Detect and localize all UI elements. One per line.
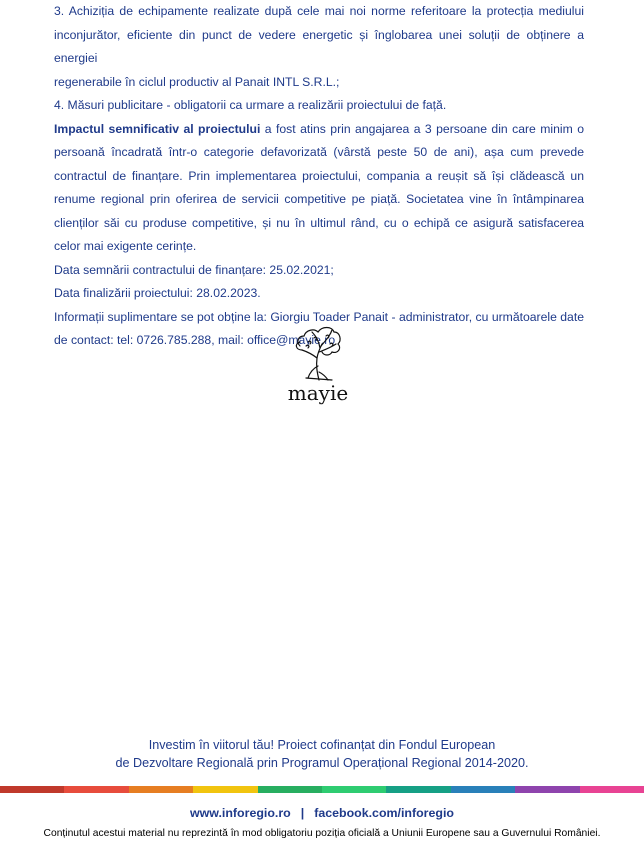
- slogan-line-2: de Dezvoltare Regională prin Programul Operațional Regional 2014-2020.: [115, 756, 529, 770]
- inforegio-link[interactable]: www.inforegio.ro: [190, 806, 291, 820]
- completion-date: Data finalizării proiectului: 28.02.2023.: [54, 286, 261, 300]
- rainbow-segment: [193, 786, 257, 793]
- disclaimer: Conținutul acestui material nu reprezintă în mod obligatoriu poziția oficială a Uniunii Europene sau a Guvernului României.: [43, 828, 601, 839]
- rainbow-segment: [322, 786, 386, 793]
- logo-wordmark: mayie: [287, 381, 349, 405]
- impact-label: Impactul semnificativ al proiectului: [54, 121, 261, 136]
- rainbow-segment: [258, 786, 322, 793]
- impact-paragraph: [54, 118, 584, 259]
- rainbow-stripe: [0, 786, 644, 793]
- document-body: [54, 0, 584, 353]
- rainbow-segment: [64, 786, 128, 793]
- footer-links: [0, 806, 644, 820]
- facebook-link[interactable]: facebook.com/inforegio: [314, 806, 454, 820]
- footer-slogan: [0, 736, 644, 772]
- rainbow-segment: [515, 786, 579, 793]
- tree-icon: [286, 322, 350, 382]
- signing-date: Data semnării contractului de finanțare: 25.02.2021;: [54, 262, 334, 277]
- link-separator: |: [300, 806, 305, 820]
- impact-text: a fost atins prin angajarea a 3 persoane din care minim o persoană încadrată într-o categorie defavorizată (vârstă peste 50 de ani), așa cum prevede contractul de finanțare. Prin implementarea proiectului, compania a reușit să își clădească un renume regional prin oferirea de servicii competitive pe piață. Societatea vine în întâmpinarea clienților săi cu produse competitive, și nu în ultimul rând, cu o echipă ce asigură satisfacerea celor mai exigente cerințe.: [54, 121, 584, 253]
- rainbow-segment: [386, 786, 450, 793]
- mayie-logo: [286, 322, 350, 406]
- rainbow-segment: [129, 786, 193, 793]
- slogan-line-1: Investim în viitorul tău! Proiect cofinanțat din Fondul European: [148, 738, 496, 752]
- rainbow-segment: [451, 786, 515, 793]
- item-3-line-1: 3. Achiziția de echipamente realizate după cele mai noi norme referitoare la protecția mediului: [54, 4, 584, 18]
- item-3-line-3: regenerabile în ciclul productiv al Panait INTL S.R.L.;: [54, 74, 340, 89]
- contact-info: Informații suplimentare se pot obține la: Giorgiu Toader Panait - administrator, cu următoarele date de contact: tel: 0726.785.288, mail: office@mayie.ro: [54, 309, 584, 347]
- item-4: 4. Măsuri publicitare - obligatorii ca urmare a realizării proiectului de față.: [54, 98, 447, 112]
- rainbow-segment: [0, 786, 64, 793]
- item-3-line-2: inconjurător, eficiente din punct de vedere energetic și înglobarea unei soluții de obținere a energiei: [54, 27, 584, 65]
- rainbow-segment: [580, 786, 644, 793]
